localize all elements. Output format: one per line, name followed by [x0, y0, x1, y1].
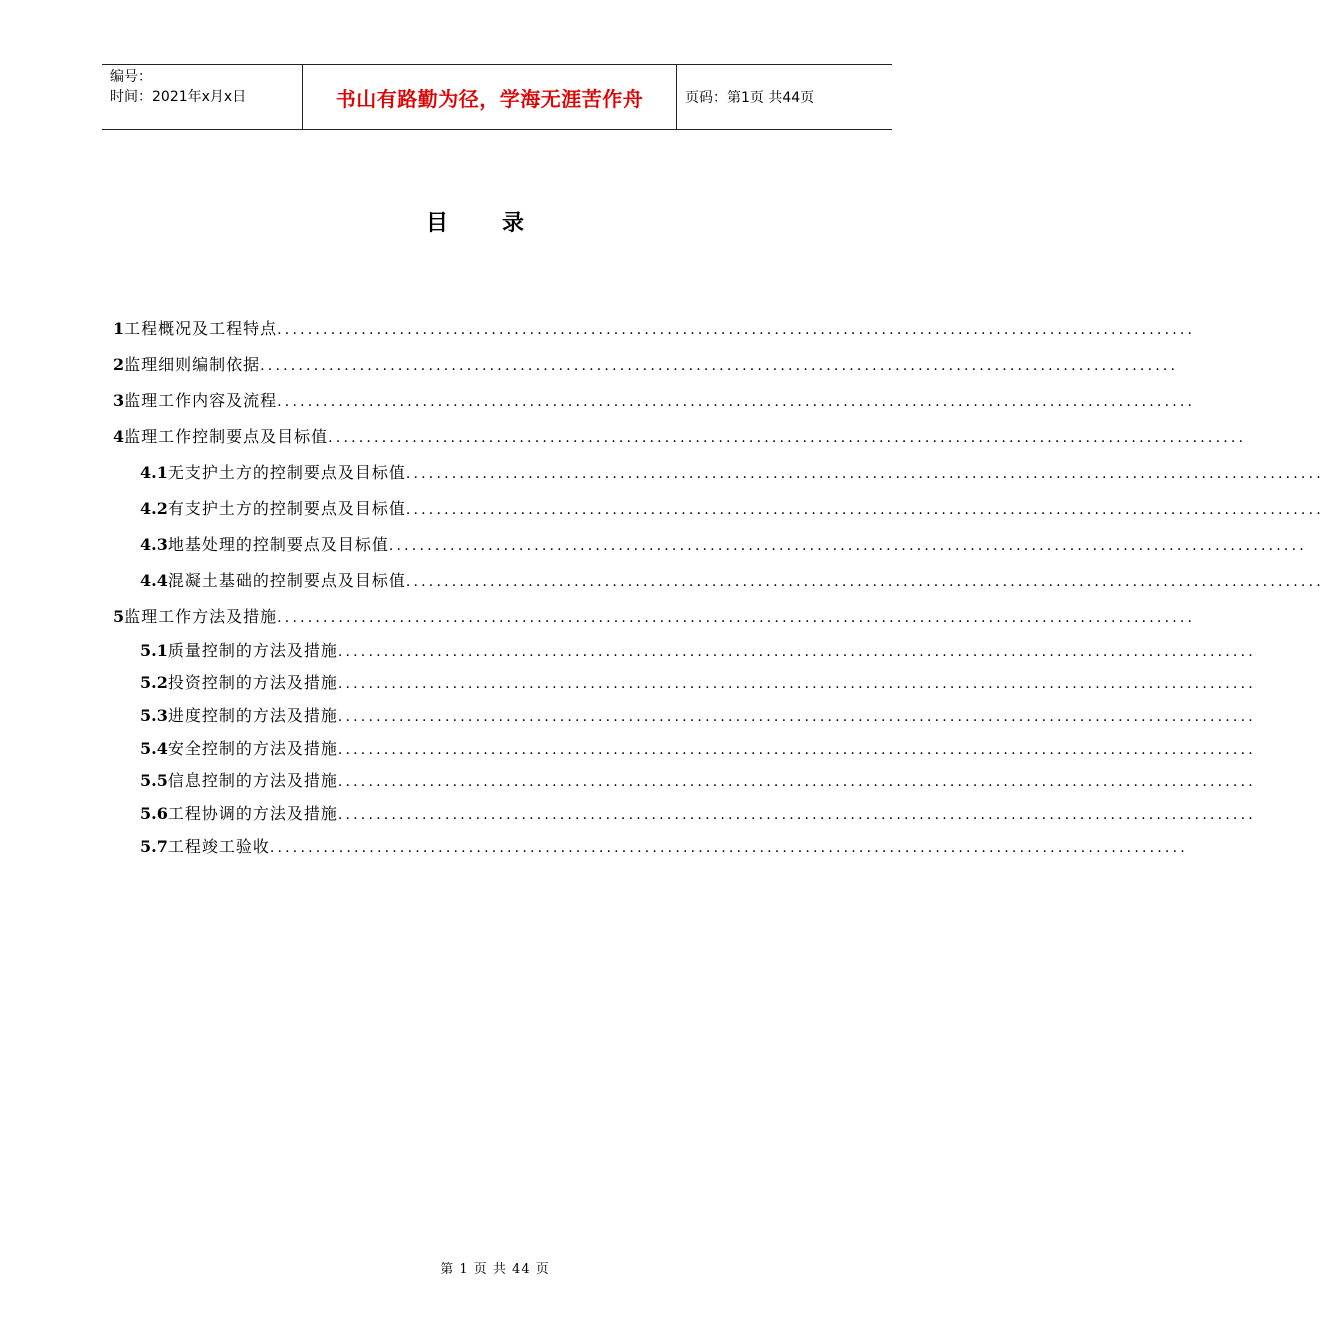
toc-item-title: 地基处理的控制要点及目标值 [167, 535, 389, 554]
toc-item-title: 混凝土基础的控制要点及目标值 [167, 571, 406, 590]
toc-item[interactable] [113, 604, 1196, 626]
toc-item[interactable] [113, 352, 1179, 374]
toc-item-number: 5 [113, 607, 125, 626]
toc-item-title: 监理工作方法及措施 [124, 607, 278, 626]
page-label: 页码：第1页 共44页 [685, 90, 815, 106]
toc-leader-dots: ........................................................................................................................ [277, 322, 1196, 338]
toc-item[interactable] [140, 834, 1188, 856]
toc-item[interactable] [140, 736, 1256, 758]
toc-item[interactable] [113, 424, 1247, 446]
toc-leader-dots: ........................................................................................................................ [405, 466, 1324, 482]
toc-item-number: 5.3 [140, 706, 168, 725]
toc-leader-dots: ........................................................................................................................ [388, 538, 1307, 554]
header-info-cell [102, 65, 303, 129]
toc-item[interactable] [140, 703, 1256, 725]
toc-item-number: 4.3 [140, 535, 168, 554]
toc-item[interactable] [140, 496, 1324, 518]
toc-item-title: 投资控制的方法及措施 [167, 673, 338, 692]
toc-item[interactable] [140, 638, 1256, 660]
toc-item-title: 质量控制的方法及措施 [167, 641, 338, 660]
toc-item-title: 监理工作内容及流程 [124, 391, 278, 410]
toc-leader-dots: ........................................................................................................................ [337, 644, 1256, 660]
toc-leader-dots: ........................................................................................................................ [337, 807, 1256, 823]
toc-leader-dots: ........................................................................................................................ [260, 358, 1179, 374]
toc-item-number: 5.2 [140, 673, 168, 692]
toc-item-title: 进度控制的方法及措施 [167, 706, 338, 725]
header-motto-cell [303, 65, 677, 129]
time-label: 时间：2021年x月x日 [110, 89, 247, 105]
toc-item[interactable] [140, 460, 1324, 482]
toc-item[interactable] [140, 532, 1307, 554]
toc-item[interactable] [140, 801, 1256, 823]
toc-leader-dots: ........................................................................................................................ [328, 430, 1247, 446]
toc-item-number: 3 [113, 391, 125, 410]
header-page-cell [677, 65, 892, 129]
toc-item-title: 有支护土方的控制要点及目标值 [167, 499, 406, 518]
toc-leader-dots: ........................................................................................................................ [405, 502, 1324, 518]
toc-item[interactable] [140, 568, 1324, 590]
toc-leader-dots: ........................................................................................................................ [269, 840, 1188, 856]
toc-item-title: 监理工作控制要点及目标值 [124, 427, 329, 446]
toc-item[interactable] [113, 388, 1196, 410]
toc-item-title: 安全控制的方法及措施 [167, 739, 338, 758]
toc-item-title: 工程协调的方法及措施 [167, 804, 338, 823]
toc-leader-dots: ........................................................................................................................ [337, 774, 1256, 790]
toc-item[interactable] [140, 768, 1256, 790]
toc-item-number: 5.7 [140, 837, 168, 856]
toc-item-number: 4 [113, 427, 125, 446]
toc-item-title: 信息控制的方法及措施 [167, 771, 338, 790]
page-title [0, 206, 950, 237]
toc-leader-dots: ........................................................................................................................ [277, 610, 1196, 626]
toc-item[interactable] [140, 670, 1256, 692]
toc-leader-dots: ........................................................................................................................ [405, 574, 1324, 590]
toc-item-title: 工程概况及工程特点 [124, 319, 278, 338]
toc-item-number: 5.4 [140, 739, 168, 758]
toc-item[interactable] [113, 316, 1196, 338]
toc-leader-dots: ........................................................................................................................ [337, 742, 1256, 758]
title-char-2: 录 [502, 210, 525, 236]
toc-item-number: 5.6 [140, 804, 168, 823]
title-char-1: 目 [425, 210, 448, 236]
toc-item-number: 2 [113, 355, 125, 374]
page-footer: 第 1 页 共 44 页 [440, 1262, 550, 1277]
toc-item-title: 监理细则编制依据 [124, 355, 261, 374]
document-header [102, 64, 892, 130]
toc-item-number: 4.4 [140, 571, 168, 590]
toc-leader-dots: ........................................................................................................................ [337, 709, 1256, 725]
toc-item-number: 1 [113, 319, 125, 338]
toc-item-number: 5.1 [140, 641, 168, 660]
toc-leader-dots: ........................................................................................................................ [277, 394, 1196, 410]
motto-text: 书山有路勤为径，学海无涯苦作舟 [335, 86, 644, 111]
toc-item-title: 工程竣工验收 [167, 837, 270, 856]
serial-label: 编号： [110, 69, 152, 85]
toc-item-number: 5.5 [140, 771, 168, 790]
toc-item-number: 4.2 [140, 499, 168, 518]
toc-item-number: 4.1 [140, 463, 168, 482]
toc-leader-dots: ........................................................................................................................ [337, 676, 1256, 692]
toc-item-title: 无支护土方的控制要点及目标值 [167, 463, 406, 482]
